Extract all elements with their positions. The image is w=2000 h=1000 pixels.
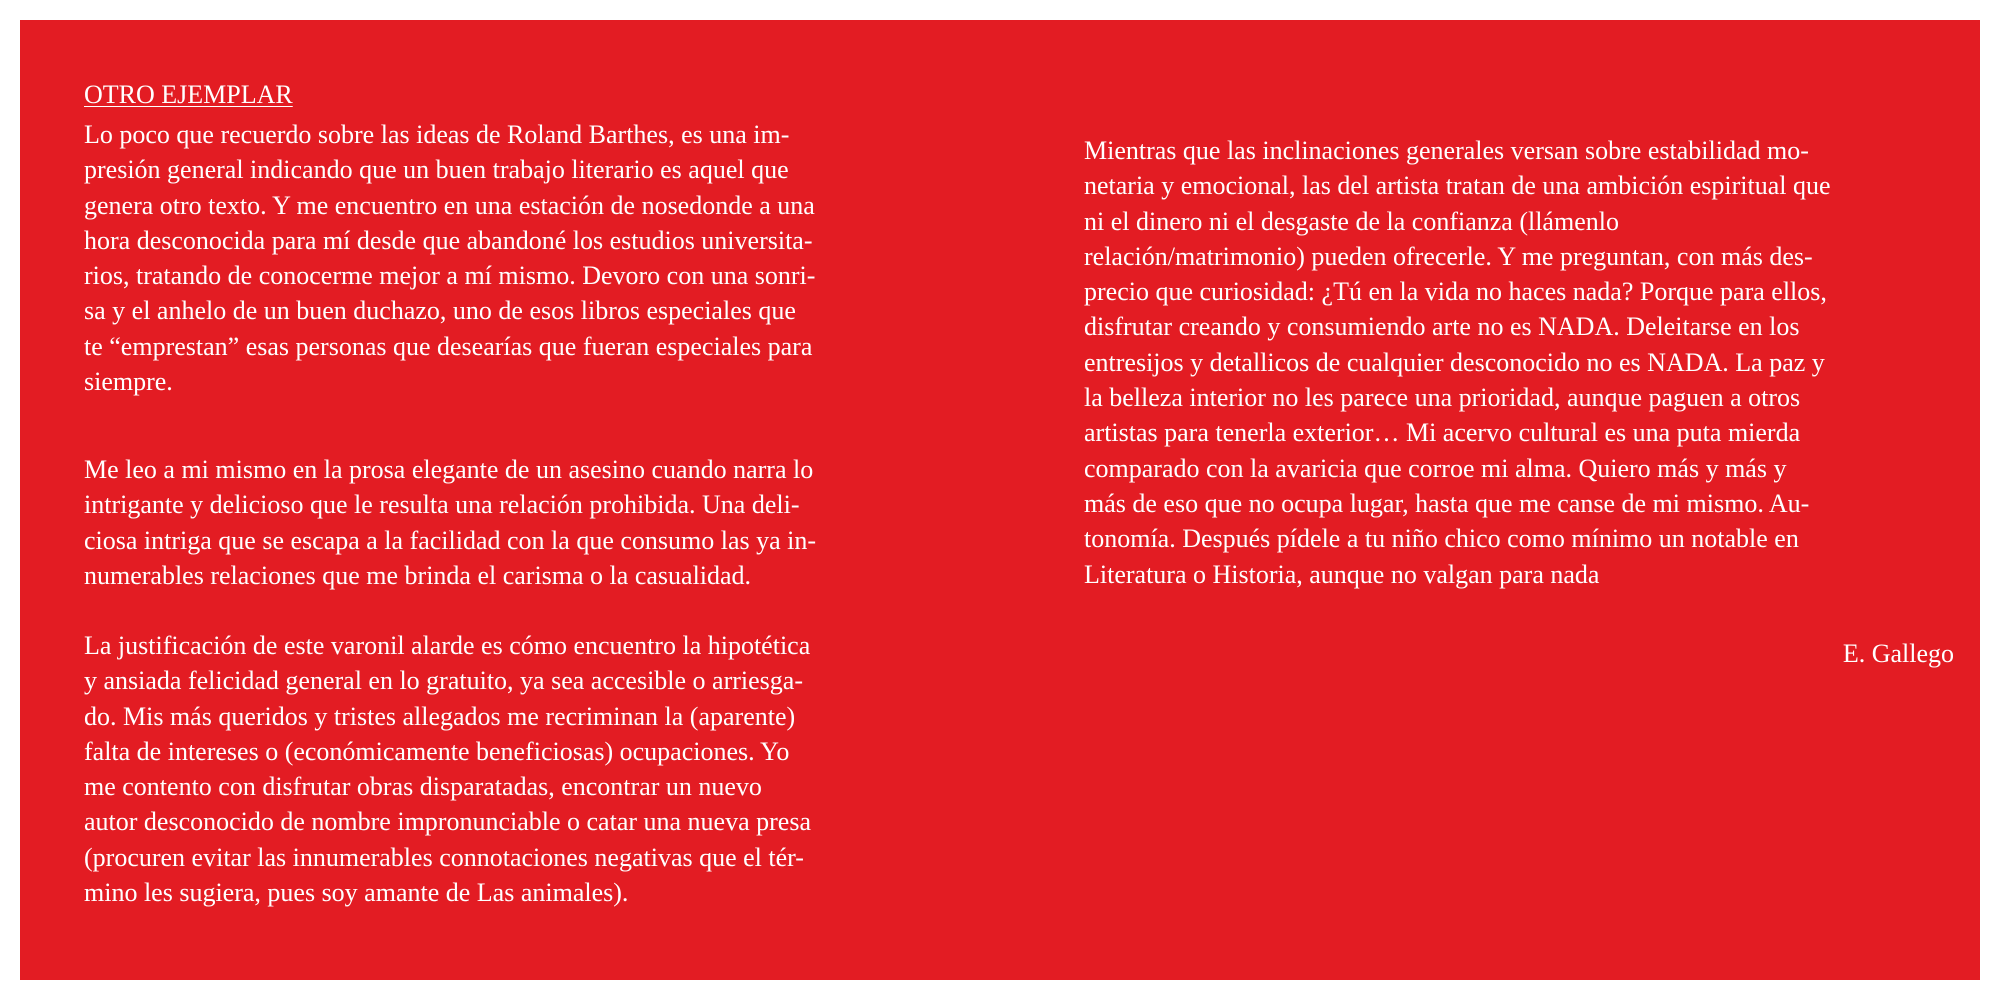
document-page <box>20 20 1980 980</box>
section-heading: OTRO EJEMPLAR <box>84 80 293 109</box>
paragraph-1 <box>84 117 815 399</box>
text-line: numerables relaciones que me brinda el carisma o la casualidad. <box>84 560 752 590</box>
text-line: netaria y emocional, las del artista tratan de una ambición espiritual que <box>1084 171 1831 201</box>
text-line: falta de intereses o (económicamente beneficiosas) ocupaciones. Yo <box>84 736 790 766</box>
text-line: Literatura o Historia, aunque no valgan para nada <box>1084 559 1600 589</box>
text-line: mino les sugiera, pues soy amante de Las animales). <box>84 878 629 908</box>
text-line: autor desconocido de nombre impronunciable o catar una nueva presa <box>84 807 811 837</box>
text-line: (procuren evitar las innumerables connotaciones negativas que el tér- <box>84 842 804 872</box>
text-line: Lo poco que recuerdo sobre las ideas de Roland Barthes, es una im- <box>84 120 790 149</box>
text-line: me contento con disfrutar obras disparatadas, encontrar un nuevo <box>84 772 762 802</box>
text-line: disfrutar creando y consumiendo arte no es NADA. Deleitarse en los <box>1084 312 1800 342</box>
text-line: ni el dinero ni el desgaste de la confianza (llámenlo <box>1084 206 1619 236</box>
text-line: La justificación de este varonil alarde es cómo encuentro la hipotética <box>84 631 811 660</box>
text-line: genera otro texto. Y me encuentro en una estación de nosedonde a una <box>84 190 815 220</box>
text-line: Mientras que las inclinaciones generales versan sobre estabilidad mo- <box>1084 136 1809 165</box>
text-line: tonomía. Después pídele a tu niño chico como mínimo un notable en <box>1084 524 1799 554</box>
text-line: te “emprestan” esas personas que desearías que fueran especiales para <box>84 331 813 361</box>
text-line: precio que curiosidad: ¿Tú en la vida no haces nada? Porque para ellos, <box>1084 277 1827 307</box>
text-line: sa y el anhelo de un buen duchazo, uno de esos libros especiales que <box>84 296 796 326</box>
paragraph-2 <box>84 452 816 593</box>
text-line: presión general indicando que un buen trabajo literario es aquel que <box>84 155 789 185</box>
text-line: comparado con la avaricia que corroe mi alma. Quiero más y más y <box>1084 453 1787 483</box>
text-line: Me leo a mi mismo en la prosa elegante de un asesino cuando narra lo <box>84 455 814 484</box>
text-line: intrigante y delicioso que le resulta una relación prohibida. Una deli- <box>84 490 800 520</box>
text-line: relación/matrimonio) pueden ofrecerle. Y me preguntan, con más des- <box>1084 241 1813 271</box>
text-line: más de eso que no ocupa lugar, hasta que me canse de mi mismo. Au- <box>1084 488 1810 518</box>
text-line: rios, tratando de conocerme mejor a mí mismo. Devoro con una sonri- <box>84 261 816 291</box>
text-line: hora desconocida para mí desde que abandoné los estudios universita- <box>84 225 813 255</box>
paragraph-3 <box>84 628 811 910</box>
text-line: ciosa intriga que se escapa a la facilidad con la que consumo las ya in- <box>84 525 817 555</box>
author-signature: E. Gallego <box>1842 639 1954 668</box>
text-line: siempre. <box>84 367 173 397</box>
text-line: entresijos y detallicos de cualquier desconocido no es NADA. La paz y <box>1084 347 1825 377</box>
text-line: do. Mis más queridos y tristes allegados me recriminan la (aparente) <box>84 701 796 731</box>
text-line: y ansiada felicidad general en lo gratuito, ya sea accesible o arriesga- <box>84 666 803 696</box>
text-line: la belleza interior no les parece una prioridad, aunque paguen a otros <box>1084 383 1801 413</box>
paragraph-4 <box>1084 133 1831 592</box>
text-line: artistas para tenerla exterior… Mi acervo cultural es una puta mierda <box>1084 418 1801 448</box>
